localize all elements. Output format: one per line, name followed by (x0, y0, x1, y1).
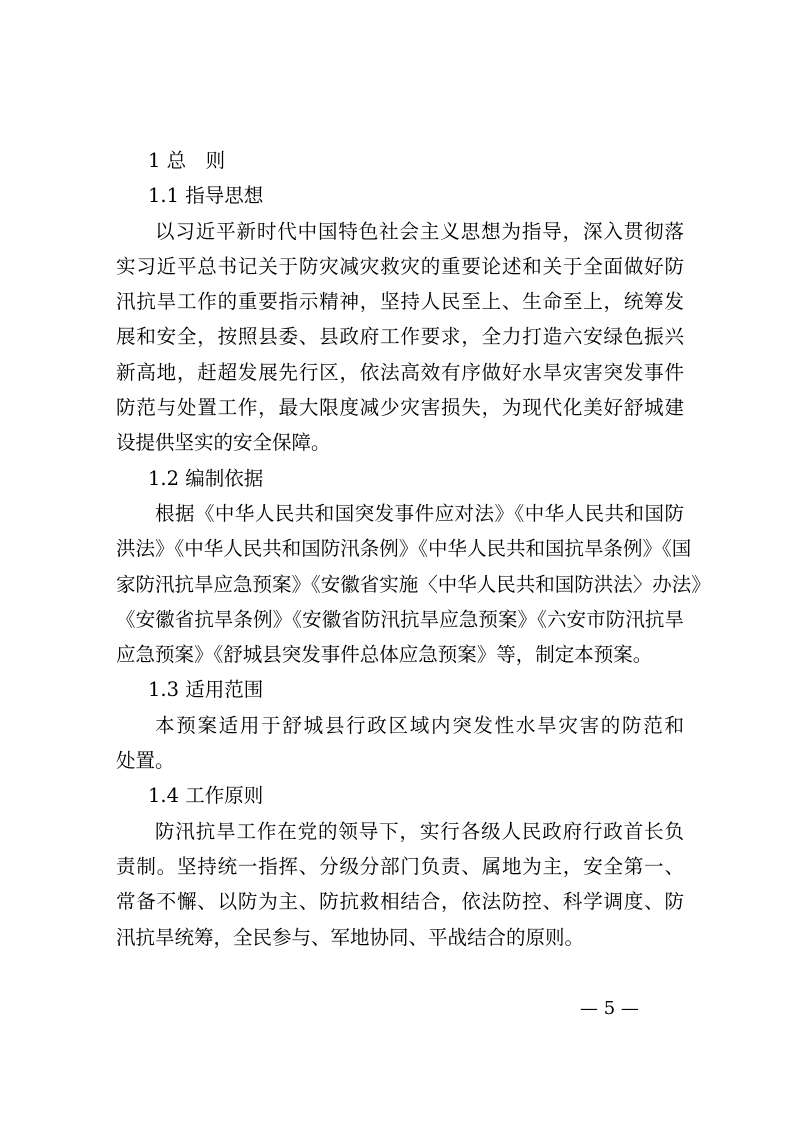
section-title: 1 总 则 (148, 149, 226, 172)
paragraph-line: 防汛抗旱工作在党的领导下，实行各级人民政府行政首长负 (155, 819, 684, 843)
paragraph-line: 常备不懈、以防为主、防抗救相结合，依法防控、科学调度、防 (116, 890, 684, 914)
paragraph-line: 本预案适用于舒城县行政区域内突发性水旱灾害的防范和 (155, 713, 684, 737)
paragraph-working-principles (116, 814, 684, 955)
paragraph-line: 洪法》《中华人民共和国防汛条例》《中华人民共和国抗旱条例》《国 (116, 537, 692, 561)
subsection-heading-1-3: 1.3 适用范围 (148, 678, 264, 702)
paragraph-scope (116, 708, 684, 779)
paragraph-line: 汛抗旱工作的重要指示精神，坚持人民至上、生命至上，统筹发 (116, 290, 684, 314)
paragraph-line: 家防汛抗旱应急预案》《安徽省实施〈中华人民共和国防洪法〉办法》 (116, 572, 711, 596)
paragraph-line: 处置。 (116, 749, 175, 773)
paragraph-compilation-basis (116, 496, 711, 672)
document-body (116, 143, 711, 955)
paragraph-line: 新高地，赶超发展先行区，依法高效有序做好水旱灾害突发事件 (116, 360, 684, 384)
paragraph-line: 汛抗旱统筹，全民参与、军地协同、平战结合的原则。 (116, 925, 585, 949)
paragraph-line: 展和安全，按照县委、县政府工作要求，全力打造六安绿色振兴 (116, 325, 684, 349)
paragraph-line: 实习近平总书记关于防灾减灾救灾的重要论述和关于全面做好防 (116, 254, 684, 278)
paragraph-line: 责制。坚持统一指挥、分级分部门负责、属地为主，安全第一、 (116, 854, 684, 878)
paragraph-guiding-ideology (116, 214, 684, 461)
paragraph-line: 设提供坚实的安全保障。 (116, 431, 331, 455)
subsection-heading-1-1: 1.1 指导思想 (148, 184, 264, 208)
paragraph-line: 以习近平新时代中国特色社会主义思想为指导，深入贯彻落 (155, 219, 684, 243)
paragraph-line: 应急预案》《舒城县突发事件总体应急预案》等，制定本预案。 (116, 643, 653, 667)
page-number: — 5 — (580, 998, 639, 1019)
subsection-heading-1-2: 1.2 编制依据 (148, 466, 264, 490)
paragraph-line: 防范与处置工作，最大限度减少灾害损失，为现代化美好舒城建 (116, 396, 684, 420)
paragraph-line: 《安徽省抗旱条例》《安徽省防汛抗旱应急预案》《六安市防汛抗旱 (116, 607, 684, 631)
paragraph-line: 根据《中华人民共和国突发事件应对法》《中华人民共和国防 (155, 501, 684, 525)
subsection-heading-1-4: 1.4 工作原则 (148, 784, 264, 808)
